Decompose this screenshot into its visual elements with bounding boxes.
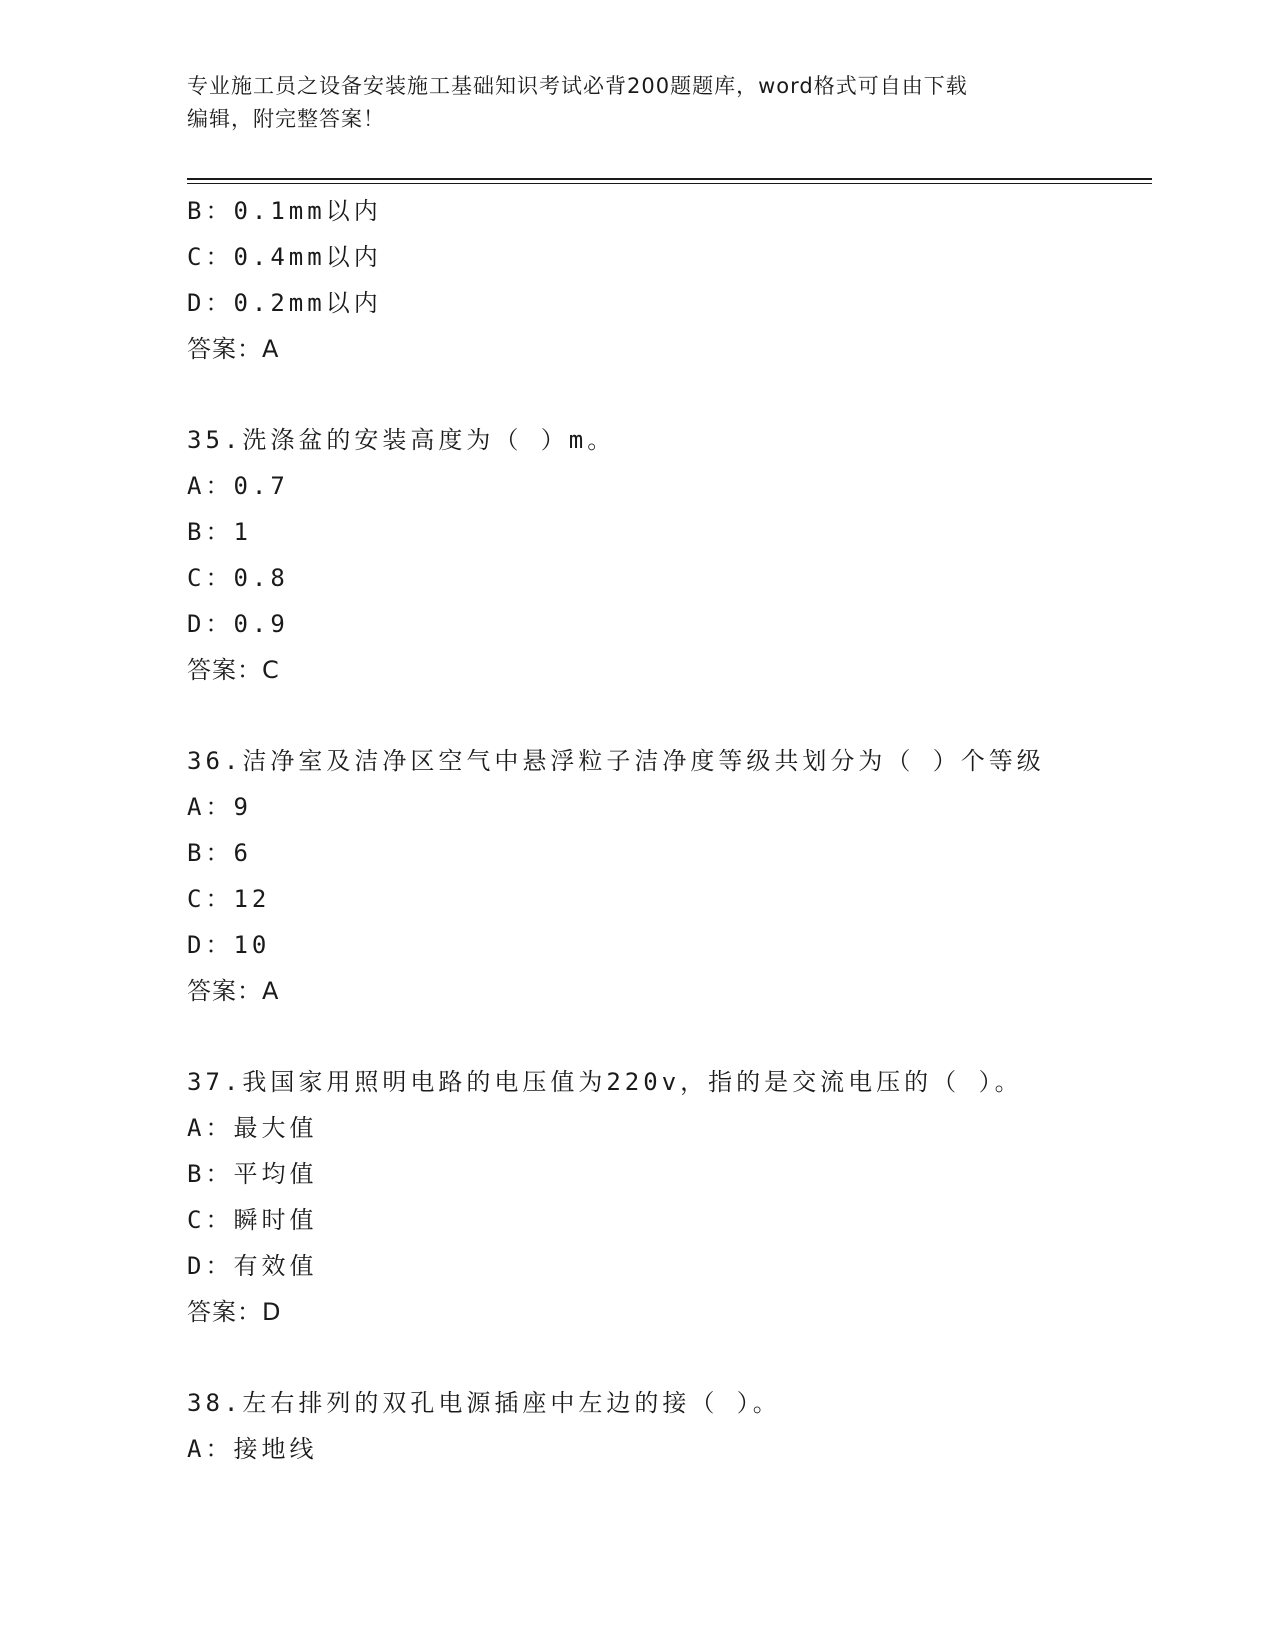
header-divider-thick (187, 178, 1152, 180)
option-a: A：0.7 (187, 472, 289, 500)
question-34 (187, 188, 1152, 372)
option-a: A：9 (187, 793, 252, 821)
option-a: A：接地线 (187, 1435, 318, 1463)
question-spacer (187, 1335, 1152, 1380)
question-35 (187, 417, 1152, 693)
question-spacer (187, 1014, 1152, 1059)
question-37 (187, 1059, 1152, 1335)
option-d: D：10 (187, 931, 271, 959)
question-36 (187, 738, 1152, 1014)
answer-line: 答案：D (187, 1298, 282, 1326)
question-stem: 37.我国家用照明电路的电压值为220v，指的是交流电压的（ ）。 (187, 1068, 1023, 1096)
option-d: D：0.2mm以内 (187, 289, 382, 317)
option-d: D：有效值 (187, 1252, 318, 1280)
option-b: B：1 (187, 518, 252, 546)
option-c: C：0.8 (187, 564, 289, 592)
answer-line: 答案：A (187, 977, 280, 1005)
answer-line: 答案：A (187, 335, 280, 363)
option-c: C：0.4mm以内 (187, 243, 382, 271)
question-38 (187, 1380, 1152, 1472)
header-title-line-2: 编辑，附完整答案！ (187, 107, 385, 131)
header-divider-thin (187, 183, 1152, 184)
question-spacer (187, 693, 1152, 738)
document-header (187, 70, 1067, 136)
question-spacer (187, 372, 1152, 417)
question-stem: 35.洗涤盆的安装高度为（ ）m。 (187, 426, 616, 454)
header-title-line-1: 专业施工员之设备安装施工基础知识考试必背200题题库，word格式可自由下载 (187, 74, 968, 98)
option-d: D：0.9 (187, 610, 289, 638)
question-stem: 38.左右排列的双孔电源插座中左边的接（ ）。 (187, 1389, 781, 1417)
option-b: B：6 (187, 839, 252, 867)
option-c: C：12 (187, 885, 271, 913)
question-stem: 36.洁净室及洁净区空气中悬浮粒子洁净度等级共划分为（ ）个等级 (187, 747, 1045, 775)
question-list (187, 188, 1152, 1472)
option-b: B：0.1mm以内 (187, 197, 382, 225)
option-c: C：瞬时值 (187, 1206, 318, 1234)
option-a: A：最大值 (187, 1114, 318, 1142)
option-b: B：平均值 (187, 1160, 318, 1188)
answer-line: 答案：C (187, 656, 280, 684)
